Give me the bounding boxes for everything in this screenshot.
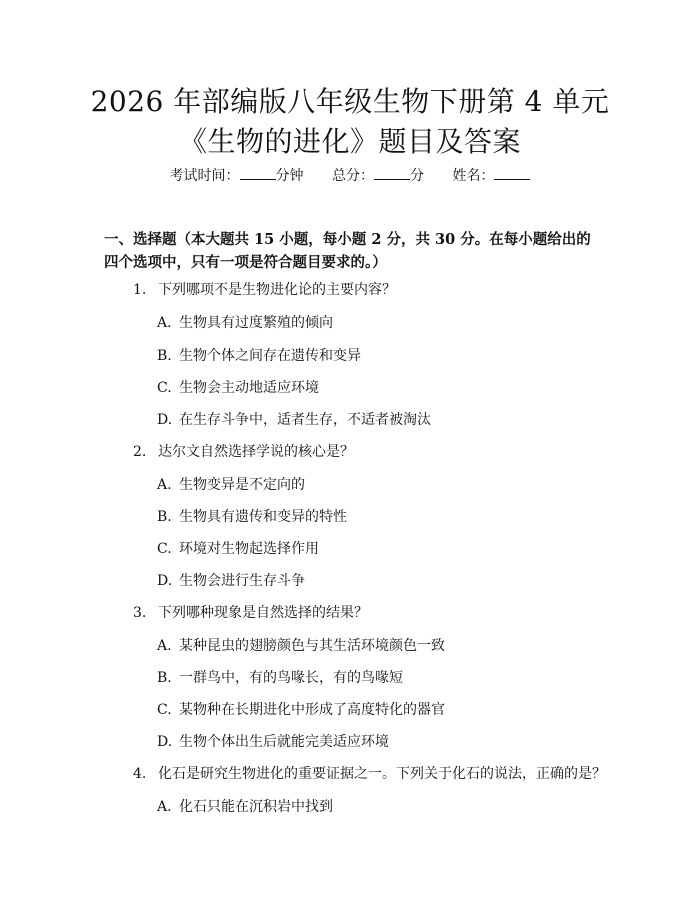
option-text: 生物个体出生后就能完美适应环境 [179, 734, 389, 750]
option-letter: B. [157, 670, 172, 686]
option-letter: D. [157, 412, 173, 428]
option-letter: D. [157, 734, 173, 750]
option-text: 某种昆虫的翅膀颜色与其生活环境颜色一致 [179, 638, 445, 654]
option-text: 生物具有遗传和变异的特性 [179, 509, 347, 525]
question-3-option-c [157, 700, 617, 720]
student-name-label: 姓名： [452, 168, 495, 184]
question-text: 化石是研究生物进化的重要证据之一。下列关于化石的说法，正确的是？ [158, 766, 606, 782]
question-2 [133, 442, 633, 462]
total-score-field [332, 168, 428, 184]
option-letter: C. [157, 702, 172, 718]
question-text: 达尔文自然选择学说的核心是？ [158, 444, 354, 460]
option-letter: C. [157, 380, 172, 396]
option-letter: A. [157, 638, 172, 654]
option-text: 生物具有过度繁殖的倾向 [179, 315, 333, 331]
option-letter: C. [157, 541, 172, 557]
option-text: 环境对生物起选择作用 [179, 541, 319, 557]
question-number: 1. [133, 282, 147, 298]
question-text: 下列哪项不是生物进化论的主要内容？ [158, 282, 396, 298]
question-number: 2. [133, 444, 147, 460]
question-number: 4. [133, 766, 147, 782]
question-3 [133, 603, 633, 623]
question-3-option-b [157, 668, 617, 688]
exam-info-line [0, 166, 700, 186]
question-text: 下列哪种现象是自然选择的结果？ [158, 605, 368, 621]
exam-time-unit: 分钟 [275, 168, 304, 184]
option-letter: D. [157, 573, 173, 589]
question-3-option-d [157, 732, 617, 752]
exam-time-field [170, 168, 308, 184]
option-text: 化石只能在沉积岩中找到 [179, 799, 333, 815]
option-letter: A. [157, 799, 172, 815]
option-letter: A. [157, 315, 172, 331]
option-letter: B. [157, 509, 172, 525]
total-score-label: 总分： [332, 168, 374, 184]
student-name-field [452, 168, 530, 184]
option-text: 某物种在长期进化中形成了高度特化的器官 [179, 702, 445, 718]
question-4 [133, 764, 633, 784]
option-text: 生物会进行生存斗争 [179, 573, 305, 589]
question-2-option-d [157, 571, 617, 591]
option-letter: B. [157, 348, 172, 364]
total-score-unit: 分 [410, 168, 424, 184]
question-1-option-a [157, 313, 617, 333]
question-number: 3. [133, 605, 147, 621]
option-text: 生物个体之间存在遗传和变异 [179, 348, 361, 364]
student-name-blank [494, 167, 530, 180]
document-title: 2026 年部编版八年级生物下册第 4 单元《生物的进化》题目及答案 [90, 85, 610, 158]
option-text: 一群鸟中，有的鸟喙长，有的鸟喙短 [179, 670, 403, 686]
option-text: 在生存斗争中，适者生存，不适者被淘汰 [179, 412, 431, 428]
section-heading: 一、选择题（本大题共 15 小题，每小题 2 分，共 30 分。在每小题给出的四个选项中，只有一项是符合题目要求的。） [104, 231, 591, 271]
question-1-option-c [157, 378, 617, 398]
option-text: 生物变异是不定向的 [179, 477, 305, 493]
option-text: 生物会主动地适应环境 [179, 380, 319, 396]
total-score-blank [374, 167, 410, 180]
question-3-option-a [157, 636, 617, 656]
question-2-option-a [157, 475, 617, 495]
exam-time-label: 考试时间： [169, 168, 240, 184]
exam-time-blank [240, 167, 276, 180]
question-1 [133, 280, 633, 300]
question-1-option-b [157, 346, 617, 366]
question-2-option-c [157, 539, 617, 559]
question-1-option-d [157, 410, 617, 430]
question-4-option-a [157, 797, 617, 817]
question-2-option-b [157, 507, 617, 527]
option-letter: A. [157, 477, 172, 493]
